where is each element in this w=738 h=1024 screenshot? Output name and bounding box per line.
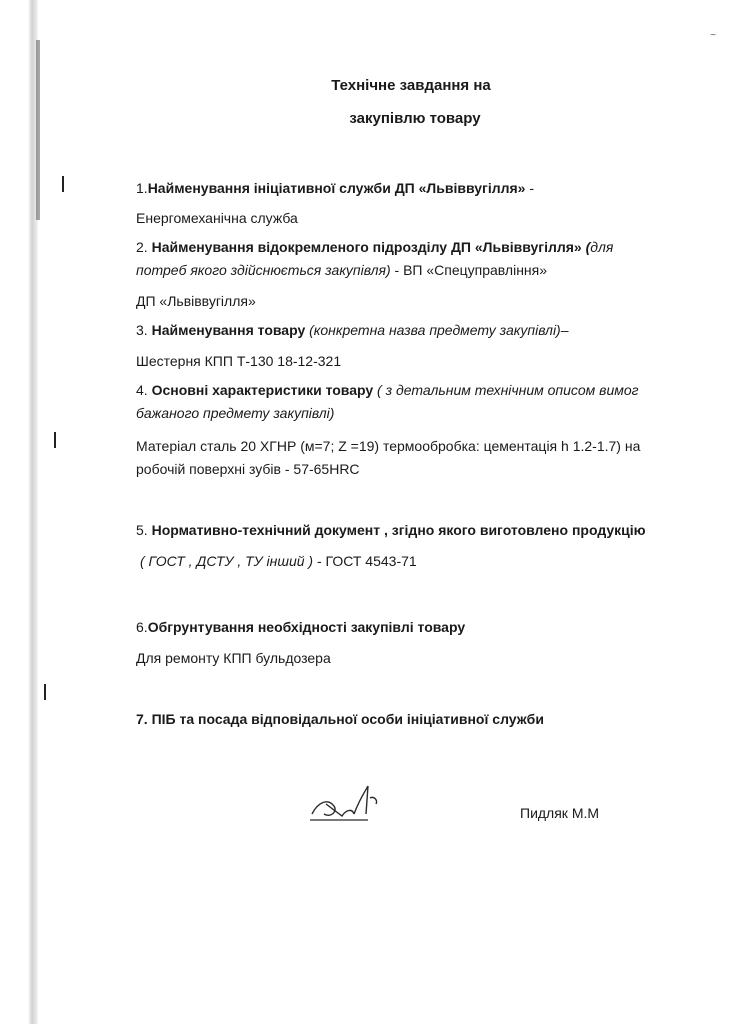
section-5-value: ( ГОСТ , ДСТУ , ТУ інший ) - ГОСТ 4543-71: [140, 553, 417, 569]
section-3-value: Шестерня КПП Т-130 18-12-321: [136, 353, 342, 369]
section-4-heading: 4. Основні характеристики товару ( з детальним технічним описом вимог: [136, 382, 639, 398]
document-title-line-2: закупівлю товару: [349, 110, 481, 127]
section-2-heading-cont: потреб якого здійснюється закупівля) - ВП «Спецуправління»: [136, 262, 548, 278]
section-4-heading-cont: бажаного предмету закупівлі): [136, 405, 335, 421]
margin-mark: [62, 176, 64, 192]
section-1-heading: 1.Найменування ініціативної служби ДП «Львіввугілля» -: [136, 180, 535, 196]
signatory-name: Пидляк М.М: [520, 805, 600, 821]
handwritten-signature: [308, 780, 392, 830]
margin-mark: [44, 684, 46, 700]
document-title-line-1: Технічне завдання на: [331, 77, 491, 94]
scan-edge-mark: [36, 40, 40, 220]
margin-mark: [54, 432, 56, 448]
section-1-value: Енергомеханічна служба: [136, 210, 298, 226]
section-5-heading: 5. Нормативно-технічний документ , згідно якого виготовлено продукцію: [136, 522, 646, 538]
section-2-value: ДП «Львіввугілля»: [136, 293, 256, 309]
section-2-heading: 2. Найменування відокремленого підрозділу ДП «Львіввугілля» (для: [136, 239, 614, 255]
section-7-heading: 7. ПІБ та посада відповідальної особи ініціативної служби: [136, 711, 544, 727]
section-4-value-line-2: робочій поверхні зубів - 57-65HRC: [136, 461, 360, 477]
section-3-heading: 3. Найменування товару (конкретна назва предмету закупівлі)–: [136, 322, 569, 338]
section-6-heading: 6.Обгрунтування необхідності закупівлі товару: [136, 619, 466, 635]
section-6-value: Для ремонту КПП бульдозера: [136, 650, 331, 666]
section-4-value-line-1: Матеріал сталь 20 ХГНР (м=7; Z =19) термообробка: цементація h 1.2-1.7) на: [136, 438, 641, 454]
corner-scan-mark: ~: [710, 30, 716, 41]
